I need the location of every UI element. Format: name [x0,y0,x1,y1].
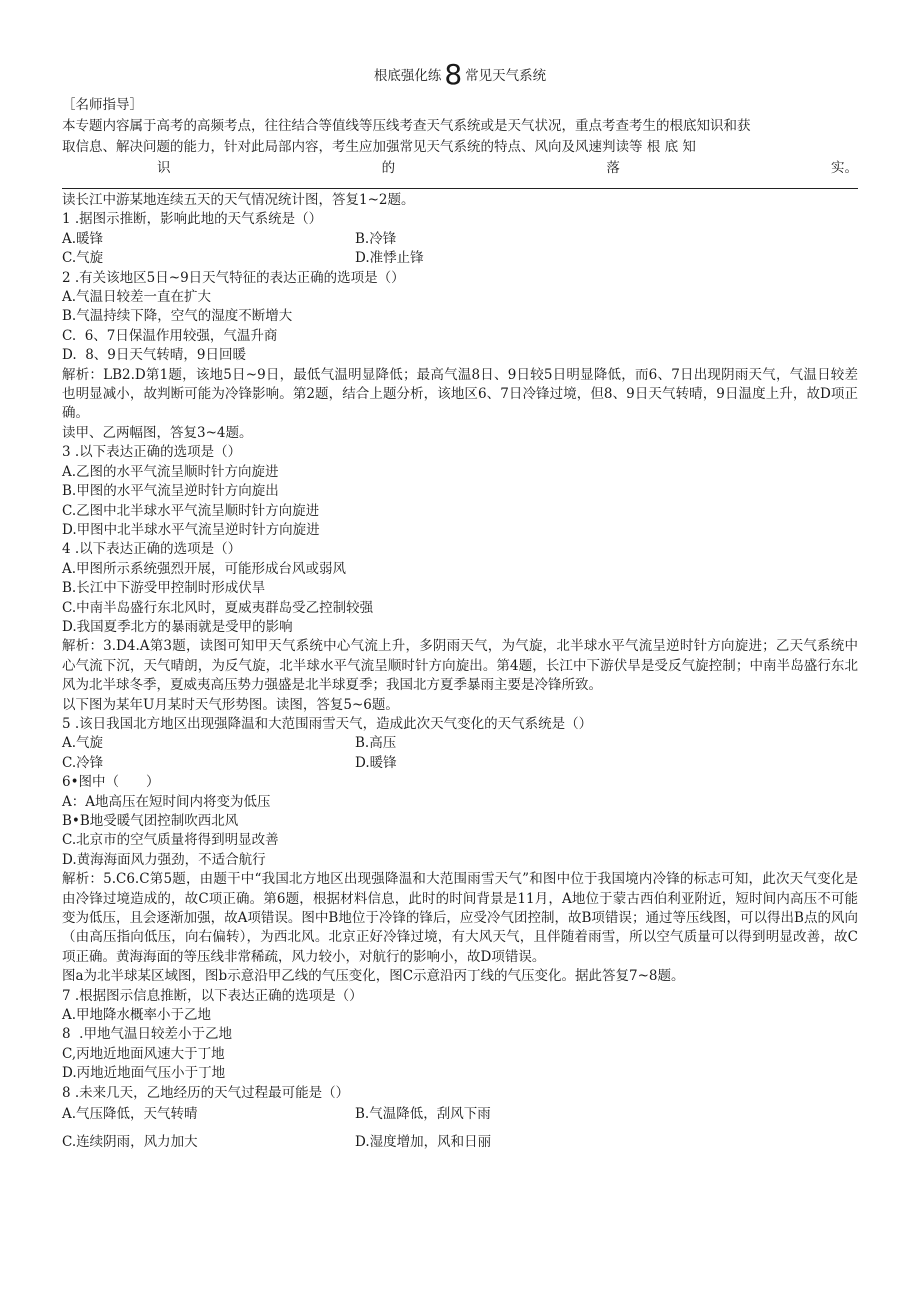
page-title [62,60,858,91]
option: B.气温持续下降，空气的湿度不断增大 [62,308,293,325]
option: C. 6、7日保温作用较强，气温升商 [62,327,278,344]
answer-explanation: 解析：3.D4.A第3题，读图可知甲天气系统中心气流上升，多阴雨天气，为气旋，北半球水平气流呈逆时针方向旋进；乙天气系统中心气流下沉，天气晴朗，为反气旋，北半球水平气流呈顺时针方向旋出。第4题，长江中下游伏旱是受反气旋控制；中南半岛盛行东北风为北半球冬季，夏威夷高压势力强盛是北半球夏季；我国北方夏季暴雨主要是冷锋所致。 [62,638,858,694]
option-row [62,754,858,773]
option: A.甲地降水概率小于乙地 [62,1007,212,1024]
option: D.甲图中北半球水平气流呈逆时针方向旋进 [62,521,320,538]
guidance-char: 实。 [830,160,858,176]
option: A.甲图所示系统强烈开展，可能形成台风或弱风 [62,560,347,577]
option: D.黄海海面风力强劲，不适合航行 [62,851,266,868]
title-prefix: 根底强化练 [373,68,442,84]
option: D.湿度增加，风和日丽 [355,1133,492,1150]
answer-explanation: 解析：5.C6.C第5题，由题干中“我国北方地区出现强降温和大范围雨雪天气”和图中位于我国境内冷锋的标志可知，此次天气变化是由冷锋过境造成的，故C项正确。第6题，根据材料信息，此时的时间背景是11月，A地位于蒙古西伯利亚附近，短时间内高压不可能变为低压，且会逐渐加强，故A项错误。图中B地位于冷锋的锋后，应受冷气团控制，故B项错误；通过等压线图，可以得出B点的风向（由高压指向低压，向右偏转），为西北风。北京正好冷锋过境，有大风天气，且伴随着雨雪，所以空气质量可以得到明显改善，故C项正确。黄海海面的等压线非常稀疏，风力较小，对航行的影响小，故D项错误。 [62,871,858,965]
teacher-guidance [62,95,858,179]
question-stem: 6•图中（ ） [62,774,160,791]
option-row [62,1133,858,1152]
option: A.气压降低，天气转晴 [62,1106,198,1123]
question-stem: 8 .未来几天，乙地经历的天气过程最可能是（） [62,1084,350,1101]
guidance-line: 取信息、解决问题的能力，针对此局部内容，考生应加强常见天气系统的特点、风向及风速判读等 根 底 知 [62,139,696,155]
reading-prompt: 以下图为某年U月某时天气形势图。读图，答复5~6题。 [62,696,399,713]
option: B.高压 [355,735,397,752]
question-content [62,191,858,1152]
option: A.乙图的水平气流呈顺时针方向旋进 [62,463,279,480]
option: A：A地高压在短时间内将变为低压 [62,793,271,810]
option: C.冷锋 [62,754,104,771]
option: D.我国夏季北方的暴雨就是受甲的影响 [62,618,293,635]
option: D. 8、9日天气转晴，9日回暖 [62,347,246,364]
title-suffix: 常见天气系统 [465,68,547,84]
question-stem: 7 .根据图示信息推断，以下表达正确的选项是（） [62,987,363,1004]
guidance-char: 识 [157,160,171,176]
question-stem: 3 .以下表达正确的选项是（） [62,444,242,461]
option: A.气温日较差一直在扩大 [62,289,212,306]
option: C.连续阴雨，风力加大 [62,1133,198,1150]
guidance-line [62,158,858,179]
reading-prompt: 读长江中游某地连续五天的天气情况统计图，答复1~2题。 [62,192,415,208]
option-row [62,230,858,249]
option: B.长江中下游受甲控制时形成伏旱 [62,580,266,597]
option: B.甲图的水平气流呈逆时针方向旋出 [62,483,279,500]
option: A.暖锋 [62,230,104,247]
divider [62,188,858,189]
question-stem: 1 .据图示推断，影响此地的天气系统是（） [62,211,323,228]
question-stem: 2 .有关该地区5日~9日天气特征的表达正确的选项是（） [62,269,405,286]
guidance-line: 本专题内容属于高考的高频考点，往往结合等值线等压线考查天气系统或是天气状况，重点考查考生的根底知识和获 [62,118,751,134]
option: B.冷锋 [355,230,397,247]
option: D.暖锋 [355,754,397,771]
option-row [62,1105,858,1124]
option: A.气旋 [62,735,104,752]
option: C,丙地近地面风速大于丁地 [62,1045,225,1062]
option: D.准悸止锋 [355,250,424,267]
guidance-char: 落 [606,160,620,176]
answer-explanation: 解析：LB2.D第1题，该地5日~9日，最低气温明显降低；最高气温8日、9日较5日明显降低，而6、7日出现阴雨天气，气温日较差也明显减小，故判断可能为冷锋影响。第2题，结合上题分析，该地区6、7日冷锋过境，但8、9日天气转晴，9日温度上升，故D项正确。 [62,366,858,422]
guidance-label: ［名师指导］ [62,97,143,113]
guidance-char: 的 [381,160,396,176]
option: C.气旋 [62,250,104,267]
option: 8 .甲地气温日较差小于乙地 [62,1026,232,1043]
reading-prompt: 读甲、乙两幅图，答复3~4题。 [62,424,253,441]
question-stem: 4 .以下表达正确的选项是（） [62,541,242,558]
option: B•B地受暖气团控制吹西北风 [62,813,239,829]
option: B.气温降低，刮风下雨 [355,1106,491,1123]
title-number: 8 [444,58,463,91]
option-row [62,249,858,268]
reading-prompt: 图a为北半球某区域图，图b示意沿甲乙线的气压变化，图C示意沿丙丁线的气压变化。据此答复7~8题。 [62,968,685,985]
option: C.乙图中北半球水平气流呈顺时针方向旋进 [62,502,320,519]
question-stem: 5 .该日我国北方地区出现强降温和大范围雨雪天气，造成此次天气变化的天气系统是（） [62,715,593,732]
option: D.丙地近地面气压小于丁地 [62,1065,226,1082]
option: C.中南半岛盛行东北风时，夏威夷群岛受乙控制较强 [62,599,374,616]
option-row [62,734,858,753]
option: C.北京市的空气质量将得到明显改善 [62,832,279,849]
